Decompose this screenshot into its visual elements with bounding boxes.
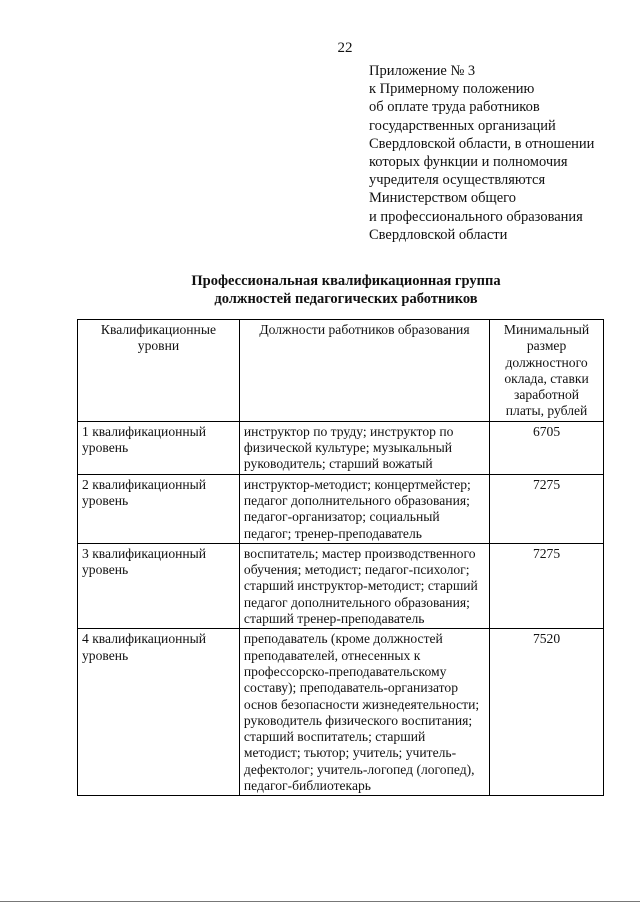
level-cell: 2 квалификационный уровень <box>78 474 240 543</box>
title-line: должностей педагогических работников <box>214 291 478 307</box>
appendix-header <box>369 62 629 244</box>
salary-cell: 7275 <box>490 474 604 543</box>
positions-cell: воспитатель; мастер производственного обучения; методист; педагог-психолог; старший инструктор-методист; старший педагог дополнительного образования; старший тренер-преподаватель <box>239 543 489 628</box>
appendix-line: и профессионального образования <box>369 208 583 225</box>
table-row <box>78 474 604 543</box>
table-row <box>78 421 604 474</box>
positions-cell: преподаватель (кроме должностей преподавателей, отнесенных к профессорско-преподавательскому составу); преподаватель-организатор основ безопасности жизнедеятельности; руководитель физического воспитания; старший воспитатель; старший методист; тьютор; учитель; учитель-дефектолог; учитель-логопед (логопед), педагог-библиотекарь <box>239 629 489 796</box>
column-header-salary: Минимальный размер должностного оклада, ставки заработной платы, рублей <box>490 320 604 422</box>
appendix-line: государственных организаций <box>369 117 556 134</box>
column-header-levels: Квалификационные уровни <box>78 320 240 422</box>
appendix-line: Приложение № 3 <box>369 63 476 79</box>
title-line: Профессиональная квалификационная группа <box>191 273 501 289</box>
table-row <box>78 543 604 628</box>
salary-cell: 7520 <box>490 629 604 796</box>
page-number: 22 <box>337 40 353 56</box>
appendix-line: об оплате труда работников <box>369 99 540 116</box>
salary-cell: 6705 <box>490 421 604 474</box>
page-edge-divider <box>0 901 640 902</box>
positions-cell: инструктор-методист; концертмейстер; педагог дополнительного образования; педагог-организатор; социальный педагог; тренер-преподаватель <box>239 474 489 543</box>
appendix-line: Свердловской области, в отношении <box>369 135 595 152</box>
salary-cell: 7275 <box>490 543 604 628</box>
appendix-line: к Примерному положению <box>369 81 535 98</box>
appendix-line: учредителя осуществляются <box>369 172 546 189</box>
table-row <box>78 629 604 796</box>
level-cell: 3 квалификационный уровень <box>78 543 240 628</box>
positions-cell: инструктор по труду; инструктор по физической культуре; музыкальный руководитель; старший вожатый <box>239 421 489 474</box>
appendix-line: которых функции и полномочия <box>369 154 568 171</box>
column-header-positions: Должности работников образования <box>239 320 489 422</box>
level-cell: 1 квалификационный уровень <box>78 421 240 474</box>
qualification-table <box>77 319 604 796</box>
table-header-row <box>78 320 604 422</box>
level-cell: 4 квалификационный уровень <box>78 629 240 796</box>
appendix-line: Министерством общего <box>369 190 516 207</box>
appendix-line: Свердловской области <box>369 226 508 243</box>
document-title <box>120 272 572 308</box>
